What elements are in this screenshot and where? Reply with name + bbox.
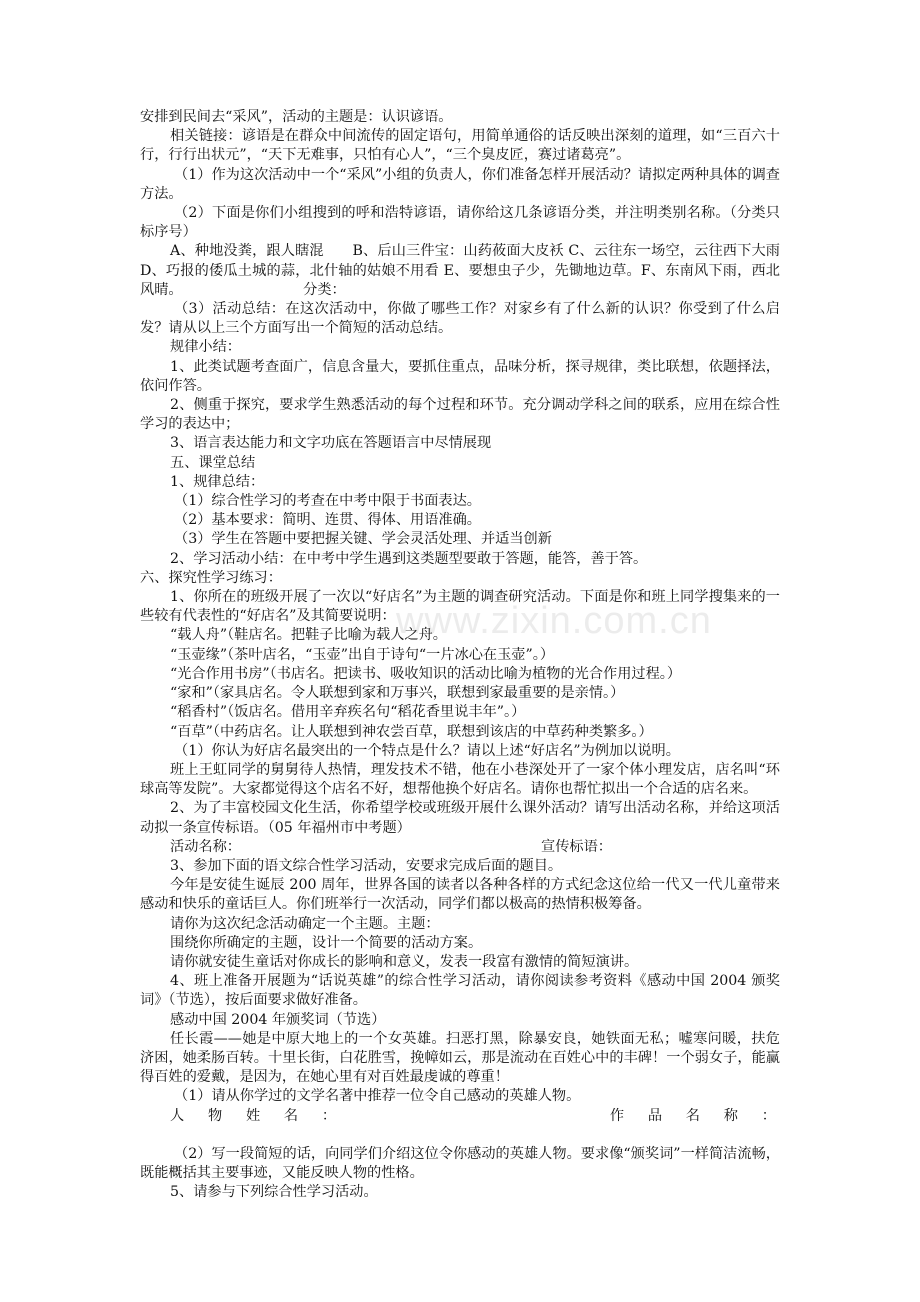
paragraph: 1、你所在的班级开展了一次以“好店名”为主题的调查研究活动。下面是你和班上同学搜集来的一些较有代表性的“好店名”及其简要说明： (140, 589, 780, 625)
section-heading: 六、探究性学习练习： (140, 569, 282, 586)
paragraph: 3、参加下面的语文综合性学习活动，安要求完成后面的题目。 (170, 857, 563, 874)
paragraph: “玉壶缘”（茶叶店名，“玉壶”出自于诗句“一片冰心在玉壶”。） (170, 646, 555, 663)
paragraph: 今年是安徒生诞辰 200 周年，世界各国的读者以各种各样的方式纪念这位给一代又一代儿童带来感动和快乐的童话巨人。你们班举行一次活动，同学们都以极高的热情积极筹备。 (140, 877, 780, 913)
paragraph: “百草”（中药店名。让人联想到神农尝百草，联想到该店的中草药种类繁多。） (170, 723, 653, 740)
label-char: ： (321, 1107, 337, 1124)
paragraph: （1）综合性学习的考查在中考中限于书面表达。 (174, 493, 481, 510)
paragraph: 2、学习活动小结：在中考中学生遇到这类题型要敢于答题，能答，善于答。 (170, 550, 648, 567)
paragraph: 5、请参与下列综合性学习活动。 (170, 1184, 378, 1201)
paragraph: （1）请从你学过的文学名著中推荐一位令自己感动的英雄人物。 (174, 1088, 581, 1105)
paragraph: 2、侧重于探究，要求学生熟悉活动的每个过程和环节。充分调动学科之间的联系，应用在综合性学习的表达中； (140, 397, 780, 433)
paragraph: 3、语言表达能力和文字功底在答题语言中尽情展现 (170, 435, 492, 452)
paragraph: 围绕你所确定的主题，设计一个简要的活动方案。 (170, 934, 483, 951)
paragraph: 感动中国 2004 年颁奖词（节选） (170, 1011, 386, 1028)
paragraph: 安排到民间去“采风”，活动的主题是：认识谚语。 (140, 109, 453, 125)
paragraph: 班上王虹同学的舅舅待人热情，理发技术不错，他在小巷深处开了一家个体小理发店，店名叫“环球高等发院”。大家都觉得这个店名不好，想帮他换个好店名。请你也帮忙拟出一个合适的店名来。 (140, 761, 780, 798)
paragraph: 任长霞——她是中原大地上的一个女英雄。扫恶打黑，除暴安良，她铁面无私；嘘寒问暖，扶危济困，她柔肠百转。十里长街，白花胜雪，挽幛如云，那是流动在百姓心中的丰碑！一个弱女子，能赢得百姓的爱戴，是因为，在她心里有对百姓最虔诚的尊重！ (140, 1030, 780, 1086)
label-char: ： (761, 1107, 776, 1124)
paragraph: “家和”（家具店名。令人联想到家和万事兴，联想到家最重要的是亲情。） (170, 685, 625, 702)
paragraph: （1）你认为好店名最突出的一个特点是什么？请以上述“好店名”为例加以说明。 (174, 742, 680, 759)
watermark: www.zixin.com.cn (396, 600, 712, 642)
paragraph: “载人舟”（鞋店名。把鞋子比喻为载人之舟。 (170, 627, 447, 644)
label-char: 名 (685, 1107, 700, 1124)
paragraph: 规律小结： (170, 339, 241, 356)
section-heading: 五、课堂总结 (170, 454, 256, 471)
answer-row (140, 1107, 780, 1126)
paragraph: （2）基本要求：简明、连贯、得体、用语准确。 (174, 512, 481, 529)
label-char: 名 (283, 1107, 299, 1124)
label-char: 作 (609, 1107, 625, 1124)
blank-line (140, 1126, 780, 1145)
paragraph: 请你就安徒生童话对你成长的影响和意义，发表一段富有激情的简短演讲。 (170, 953, 639, 970)
paragraph: （3）活动总结：在这次活动中，你做了哪些工作？对家乡有了什么新的认识？你受到了什么启发？请从以上三个方面写出一个简短的活动总结。 (140, 301, 780, 337)
paragraph: 请你为这次纪念活动确定一个主题。主题： (170, 915, 440, 932)
label-char: 人 (170, 1107, 185, 1124)
paragraph: （2）写一段简短的话，向同学们介绍这位令你感动的英雄人物。要求像“颁奖词”一样简洁流畅，既能概括其主要事迹，又能反映人物的性格。 (140, 1145, 780, 1181)
slogan-label: 宣传标语： (541, 838, 612, 855)
answer-row (140, 838, 780, 857)
paragraph: （2）下面是你们小组搜到的呼和浩特谚语，请你给这几条谚语分类，并注明类别名称。（分类只标序号） (140, 205, 780, 241)
paragraph: （1）作为这次活动中一个“采风”小组的负责人，你们准备怎样开展活动？请拟定两种具体的调查方法。 (140, 166, 780, 202)
paragraph: （3）学生在答题中要把握关键、学会灵活处理、并适当创新 (174, 531, 552, 548)
paragraph: A、种地没粪，跟人瞎混 B、后山三件宝：山药莜面大皮袄 C、云往东一场空，云往西下大雨 D、巧报的倭瓜土城的蒜，北什轴的姑娘不用看 E、要想虫子少，先锄地边草。F、东南风下雨，西北风晴。 分类： (140, 243, 780, 298)
document-body (140, 108, 780, 1202)
paragraph: 1、规律总结： (170, 473, 265, 490)
label-char: 姓 (245, 1107, 261, 1124)
paragraph: “光合作用书房”（书店名。把读书、吸收知识的活动比喻为植物的光合作用过程。） (170, 665, 682, 682)
paragraph: 4、班上准备开展题为“话说英雄”的综合性学习活动，请你阅读参考资料《感动中国 2004 颁奖词》（节选），按后面要求做好准备。 (140, 973, 780, 1009)
label-char: 物 (207, 1107, 223, 1124)
paragraph: 1、此类试题考查面广，信息含量大，要抓住重点，品味分析，探寻规律，类比联想，依题择法，依问作答。 (140, 358, 780, 394)
label-char: 品 (647, 1107, 663, 1124)
paragraph: 2、为了丰富校园文化生活，你希望学校或班级开展什么课外活动？请写出活动名称，并给这项活动拟一条宣传标语。（05 年福州市中考题） (140, 800, 780, 836)
label-char: 称 (723, 1107, 738, 1124)
paragraph: 相关链接：谚语是在群众中间流传的固定语句，用简单通俗的话反映出深刻的道理，如“三百六十行，行行出状元”，“天下无难事，只怕有心人”，“三个臭皮匠，赛过诸葛亮”。 (140, 128, 780, 164)
activity-name-label: 活动名称： (170, 838, 241, 855)
paragraph: “稻香村”（饭店名。借用辛弃疾名句“稻花香里说丰年”。） (170, 704, 526, 721)
